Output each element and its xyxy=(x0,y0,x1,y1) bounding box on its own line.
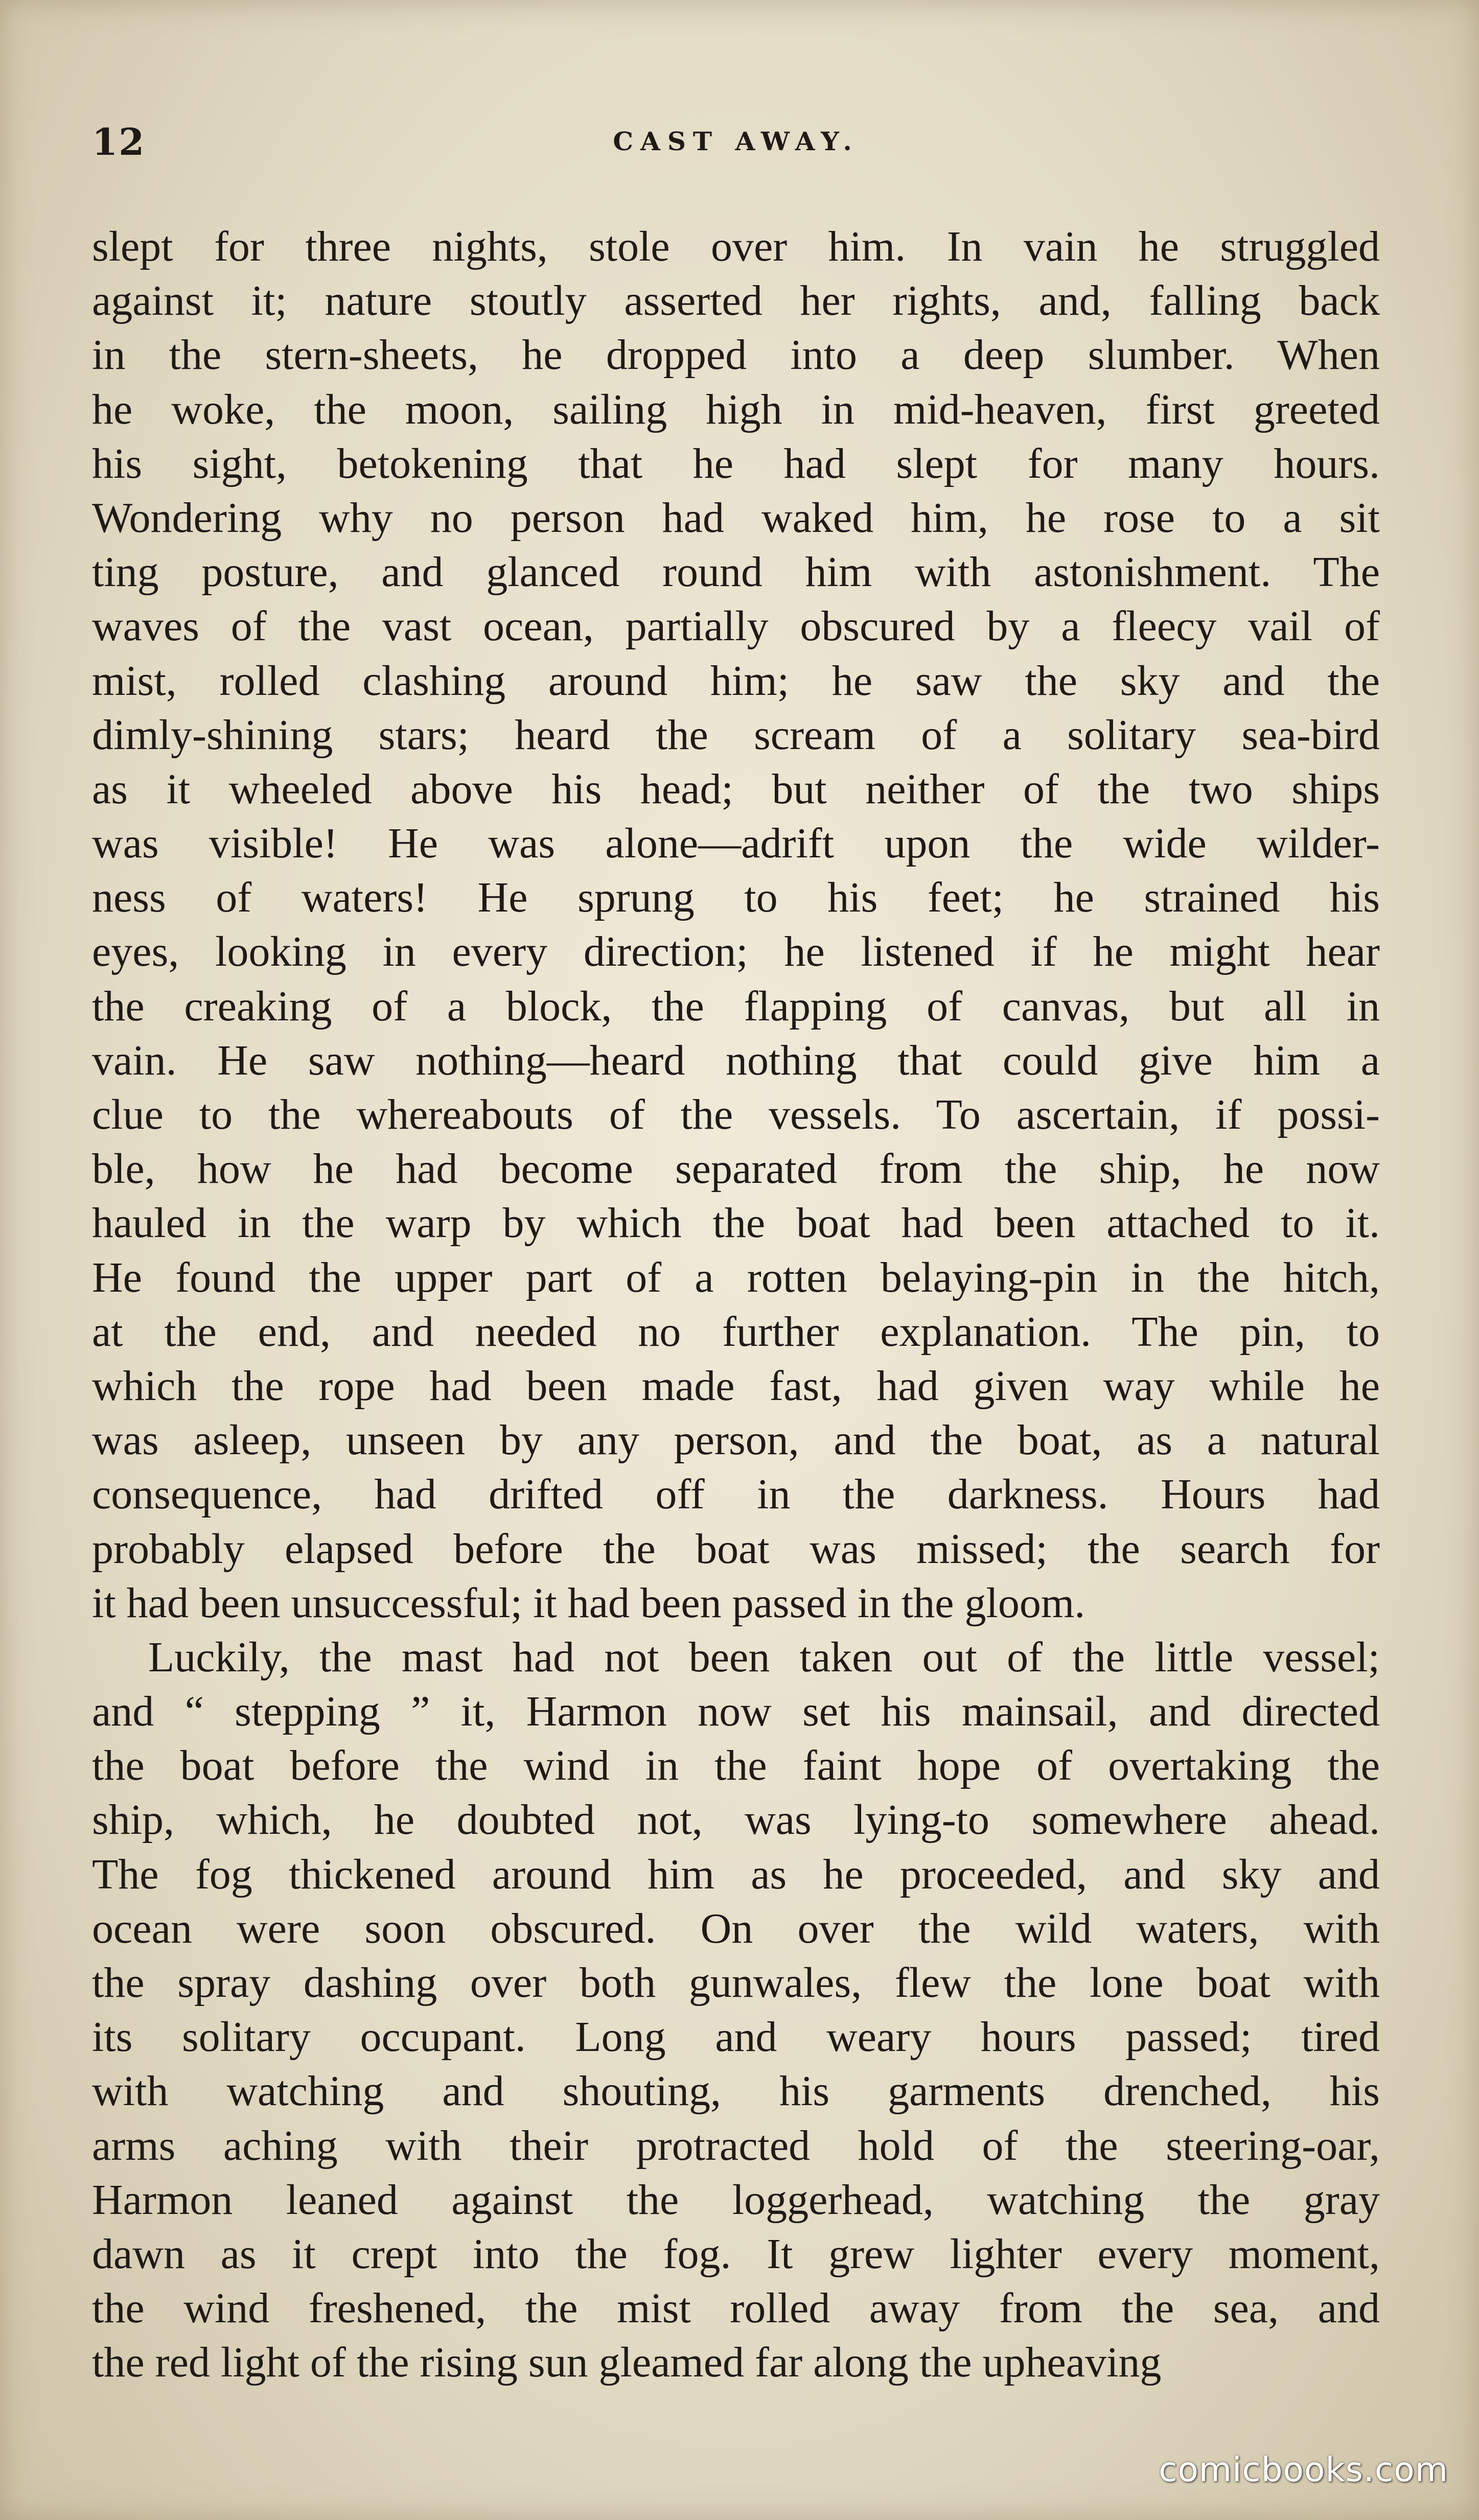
page-number: 12 xyxy=(92,120,146,164)
text-line: the boat before the wind in the faint hope of overtaking the xyxy=(92,1742,1380,1790)
text-line: ness of waters! He sprung to his feet; he strained his xyxy=(92,874,1380,922)
text-line: and “ stepping ” it, Harmon now set his mainsail, and directed xyxy=(92,1688,1380,1736)
text-line: The fog thickened around him as he proceeded, and sky and xyxy=(92,1850,1380,1898)
text-line: was asleep, unseen by any person, and the boat, as a natural xyxy=(92,1416,1380,1464)
text-line: mist, rolled clashing around him; he saw the sky and the xyxy=(92,657,1380,705)
text-line: as it wheeled above his head; but neither of the two ships xyxy=(92,765,1380,813)
paragraph xyxy=(92,220,1380,1630)
text-line: the wind freshened, the mist rolled away from the sea, and xyxy=(92,2284,1380,2332)
text-line: eyes, looking in every direction; he listened if he might hear xyxy=(92,928,1380,976)
text-line: He found the upper part of a rotten belaying-pin in the hitch, xyxy=(92,1253,1380,1301)
text-line: ship, which, he doubted not, was lying-to somewhere ahead. xyxy=(92,1796,1380,1844)
text-line: the red light of the rising sun gleamed far along the upheaving xyxy=(92,2339,1162,2387)
text-line: in the stern-sheets, he dropped into a deep slumber. When xyxy=(92,331,1380,379)
text-line: Harmon leaned against the loggerhead, watching the gray xyxy=(92,2176,1380,2224)
text-line: dawn as it crept into the fog. It grew lighter every moment, xyxy=(92,2230,1380,2278)
text-line: clue to the whereabouts of the vessels. To ascertain, if possi- xyxy=(92,1091,1380,1138)
page-header xyxy=(92,120,1380,166)
text-line: with watching and shouting, his garments drenched, his xyxy=(92,2067,1380,2115)
text-line: probably elapsed before the boat was missed; the search for xyxy=(92,1525,1380,1573)
running-title: CAST AWAY. xyxy=(613,126,859,156)
text-line: arms aching with their protracted hold of the steering-oar, xyxy=(92,2121,1380,2169)
text-line: the creaking of a block, the flapping of canvas, but all in xyxy=(92,982,1380,1030)
text-line: hauled in the warp by which the boat had been attached to it. xyxy=(92,1199,1380,1247)
text-line: dimly-shining stars; heard the scream of a solitary sea-bird xyxy=(92,711,1380,759)
text-line: which the rope had been made fast, had given way while he xyxy=(92,1362,1380,1410)
text-line: at the end, and needed no further explanation. The pin, to xyxy=(92,1308,1380,1356)
body-text xyxy=(92,220,1380,2390)
text-line: Luckily, the mast had not been taken out of the little vessel; xyxy=(148,1633,1380,1681)
text-line: ble, how he had become separated from the ship, he now xyxy=(92,1145,1380,1193)
watermark: comicbooks.com xyxy=(1159,2450,1448,2489)
text-line: his sight, betokening that he had slept for many hours. xyxy=(92,439,1380,487)
text-line: the spray dashing over both gunwales, flew the lone boat with xyxy=(92,1959,1380,2006)
text-line: it had been unsuccessful; it had been passed in the gloom. xyxy=(92,1579,1085,1627)
text-line: he woke, the moon, sailing high in mid-heaven, first greeted xyxy=(92,385,1380,433)
text-line: consequence, had drifted off in the darkness. Hours had xyxy=(92,1471,1380,1519)
text-line: ocean were soon obscured. On over the wild waters, with xyxy=(92,1904,1380,1952)
text-line: vain. He saw nothing—heard nothing that could give him a xyxy=(92,1036,1380,1084)
text-line: Wondering why no person had waked him, he rose to a sit xyxy=(92,494,1380,542)
text-line: against it; nature stoutly asserted her rights, and, falling back xyxy=(92,277,1380,325)
text-line: waves of the vast ocean, partially obscured by a fleecy vail of xyxy=(92,602,1380,650)
text-line: ting posture, and glanced round him with astonishment. The xyxy=(92,548,1380,596)
text-line: its solitary occupant. Long and weary hours passed; tired xyxy=(92,2013,1380,2061)
paragraph xyxy=(92,1630,1380,2390)
text-line: slept for three nights, stole over him. In vain he struggled xyxy=(92,223,1380,270)
text-line: was visible! He was alone—adrift upon the wide wilder- xyxy=(92,820,1380,868)
